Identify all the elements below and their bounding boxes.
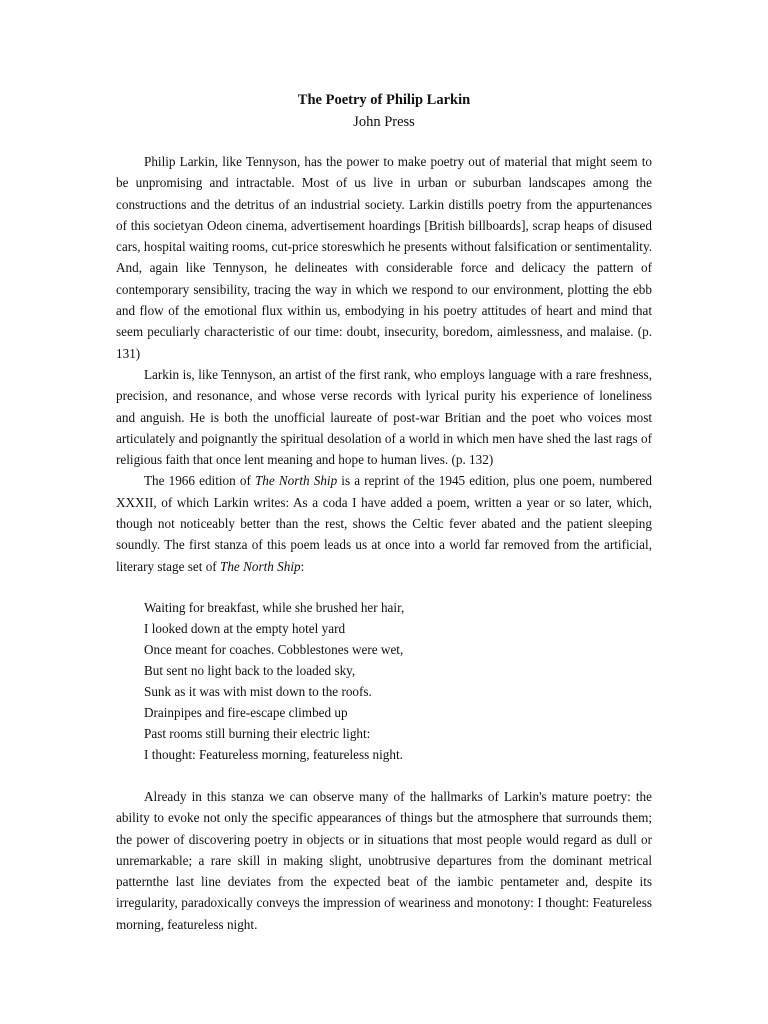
poem-line: Once meant for coaches. Cobblestones were wet, [144, 642, 404, 657]
body-text-lower [116, 786, 652, 935]
poem-line: Past rooms still burning their electric light: [144, 726, 371, 741]
body-text-upper [116, 151, 652, 577]
poem-line: Waiting for breakfast, while she brushed her hair, [144, 600, 405, 615]
paragraph-3-text-3: : [300, 558, 305, 574]
paragraph-3-text-2: is a reprint of the 1945 edition, plus one poem, numbered XXXII, of which Larkin writes: As a coda I have added a poem, written a year or so later, which, though not noticeably better than the rest, shows the Celtic fever abated and the patient sleeping soundly. The first stanza of this poem leads us at once into a world far removed from the artificial, literary stage set of [116, 473, 652, 574]
paragraph-3 [116, 470, 652, 576]
poem-line: Sunk as it was with mist down to the roofs. [144, 684, 372, 699]
poem-line: I looked down at the empty hotel yard [144, 621, 346, 636]
book-title-reference: The North Ship [220, 558, 301, 574]
poem-line: Drainpipes and fire-escape climbed up [144, 705, 348, 720]
paragraph-4: Already in this stanza we can observe many of the hallmarks of Larkin's mature poetry: the ability to evoke not only the specific appearances of things but the atmosphere that surrounds them; the power of discovering poetry in objects or in situations that most people would regard as dull or unremarkable; a rare skill in making slight, unobtrusive departures from the dominant metrical patternthe last line deviates from the expected beat of the iambic pentameter and, despite its irregularity, paradoxically conveys the impression of weariness and monotony: I thought: Featureless morning, featureless night. [116, 789, 652, 932]
paragraph-1: Philip Larkin, like Tennyson, has the power to make poetry out of material that might seem to be unpromising and intractable. Most of us live in urban or suburban landscapes among the constructions and the detritus of an industrial society. Larkin distills poetry from the appurtenances of this societyan Odeon cinema, advertisement hoardings [British billboards], scrap heaps of disused cars, hospital waiting rooms, cut-price storeswhich he presents without falsification or sentimentality. And, again like Tennyson, he delineates with considerable force and delicacy the pattern of contemporary sensibility, tracing the way in which we respond to our environment, plotting the ebb and flow of the emotional flux within us, embodying in his poetry attitudes of heart and mind that seem peculiarly characteristic of our time: doubt, insecurity, boredom, aimlessness, and malaise. (p. 131) [116, 154, 652, 361]
paragraph-2: Larkin is, like Tennyson, an artist of the first rank, who employs language with a rare freshness, precision, and resonance, and whose verse records with lyrical purity his experience of loneliness and anguish. He is both the unofficial laureate of post-war Britian and the poet who voices most articulately and poignantly the spiritual desolation of a world in which men have shed the last rags of religious faith that once lent meaning and hope to human lives. (p. 132) [116, 366, 652, 468]
book-title-reference: The North Ship [254, 473, 338, 489]
document-title: The Poetry of Philip Larkin [297, 92, 471, 108]
poem-stanza [144, 597, 624, 765]
document-author: John Press [353, 114, 415, 130]
paragraph-3-text-1: The 1966 edition of [144, 473, 255, 489]
poem-line: But sent no light back to the loaded sky, [144, 663, 356, 678]
poem-line: I thought: Featureless morning, featureless night. [144, 747, 403, 762]
